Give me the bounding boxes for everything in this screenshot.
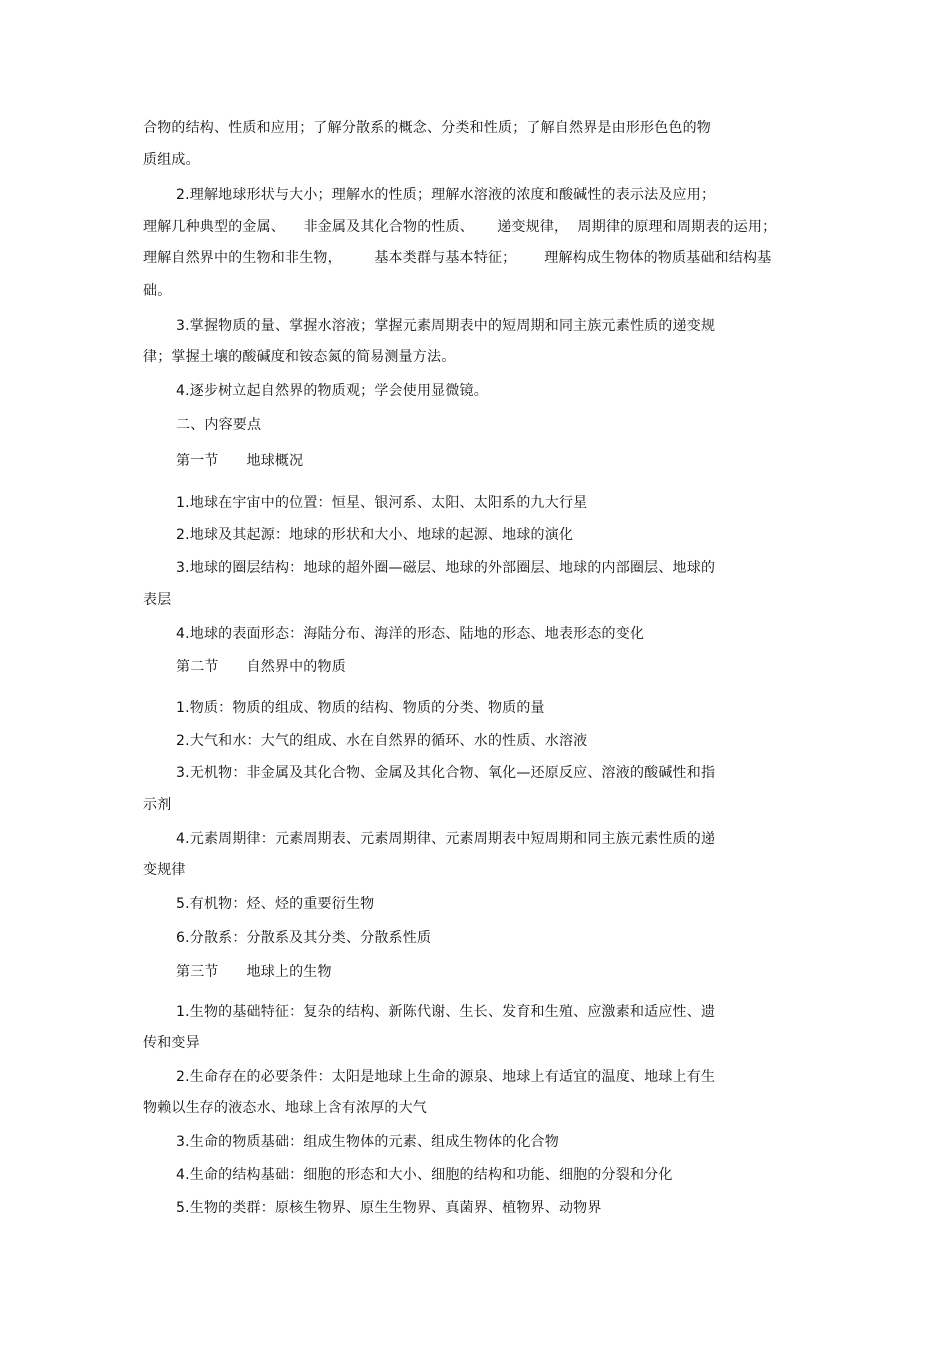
section-heading: 第一节 地球概况 <box>176 453 304 469</box>
text-line: 2.地球及其起源：地球的形状和大小、地球的起源、地球的演化 <box>176 527 574 543</box>
text-line: 3.无机物：非金属及其化合物、金属及其化合物、氧化—还原反应、溶液的酸碱性和指 <box>176 765 716 781</box>
text-line: 6.分散系：分散系及其分类、分散系性质 <box>176 930 432 946</box>
text-line: 3.生命的物质基础：组成生物体的元素、组成生物体的化合物 <box>176 1134 559 1150</box>
text-line: 础。 <box>143 283 172 299</box>
text-line: 物赖以生存的液态水、地球上含有浓厚的大气 <box>143 1100 427 1116</box>
text-line: 3.掌握物质的量、掌握水溶液；掌握元素周期表中的短周期和同主族元素性质的递变规 <box>176 318 716 334</box>
text-line: 传和变异 <box>143 1035 200 1051</box>
section-heading: 第二节 自然界中的物质 <box>176 659 346 675</box>
text-line: 2.生命存在的必要条件：太阳是地球上生命的源泉、地球上有适宜的温度、地球上有生 <box>176 1069 716 1085</box>
text-line: 理解自然界中的生物和非生物， 基本类群与基本特征； 理解构成生物体的物质基础和结构基 <box>143 250 772 266</box>
text-line: 变规律 <box>143 862 186 878</box>
text-line: 质组成。 <box>143 152 200 168</box>
text-line: 4.地球的表面形态：海陆分布、海洋的形态、陆地的形态、地表形态的变化 <box>176 626 645 642</box>
text-line: 3.地球的圈层结构：地球的超外圈—磁层、地球的外部圈层、地球的内部圈层、地球的 <box>176 560 716 576</box>
text-line: 5.生物的类群：原核生物界、原生生物界、真菌界、植物界、动物界 <box>176 1200 602 1216</box>
text-line: 1.地球在宇宙中的位置：恒星、银河系、太阳、太阳系的九大行星 <box>176 495 588 511</box>
section-heading: 二、内容要点 <box>176 417 262 433</box>
text-line: 1.物质：物质的组成、物质的结构、物质的分类、物质的量 <box>176 700 545 716</box>
text-line: 2.大气和水：大气的组成、水在自然界的循环、水的性质、水溶液 <box>176 733 588 749</box>
text-line: 表层 <box>143 592 172 608</box>
text-line: 律；掌握土壤的酸碱度和铵态氮的简易测量方法。 <box>143 349 456 365</box>
text-line: 理解几种典型的金属、 非金属及其化合物的性质、 递变规律， 周期律的原理和周期表的运用； <box>143 219 777 235</box>
text-line: 4.生命的结构基础：细胞的形态和大小、细胞的结构和功能、细胞的分裂和分化 <box>176 1167 673 1183</box>
text-line: 5.有机物：烃、烃的重要衍生物 <box>176 896 375 912</box>
text-line: 1.生物的基础特征：复杂的结构、新陈代谢、生长、发育和生殖、应激素和适应性、遗 <box>176 1004 716 1020</box>
text-line: 合物的结构、性质和应用；了解分散系的概念、分类和性质；了解自然界是由形形色色的物 <box>143 120 711 136</box>
text-line: 4.元素周期律：元素周期表、元素周期律、元素周期表中短周期和同主族元素性质的递 <box>176 831 716 847</box>
text-line: 2.理解地球形状与大小；理解水的性质；理解水溶液的浓度和酸碱性的表示法及应用； <box>176 187 716 203</box>
text-line: 示剂 <box>143 797 172 813</box>
text-line: 4.逐步树立起自然界的物质观；学会使用显微镜。 <box>176 383 488 399</box>
section-heading: 第三节 地球上的生物 <box>176 964 332 980</box>
